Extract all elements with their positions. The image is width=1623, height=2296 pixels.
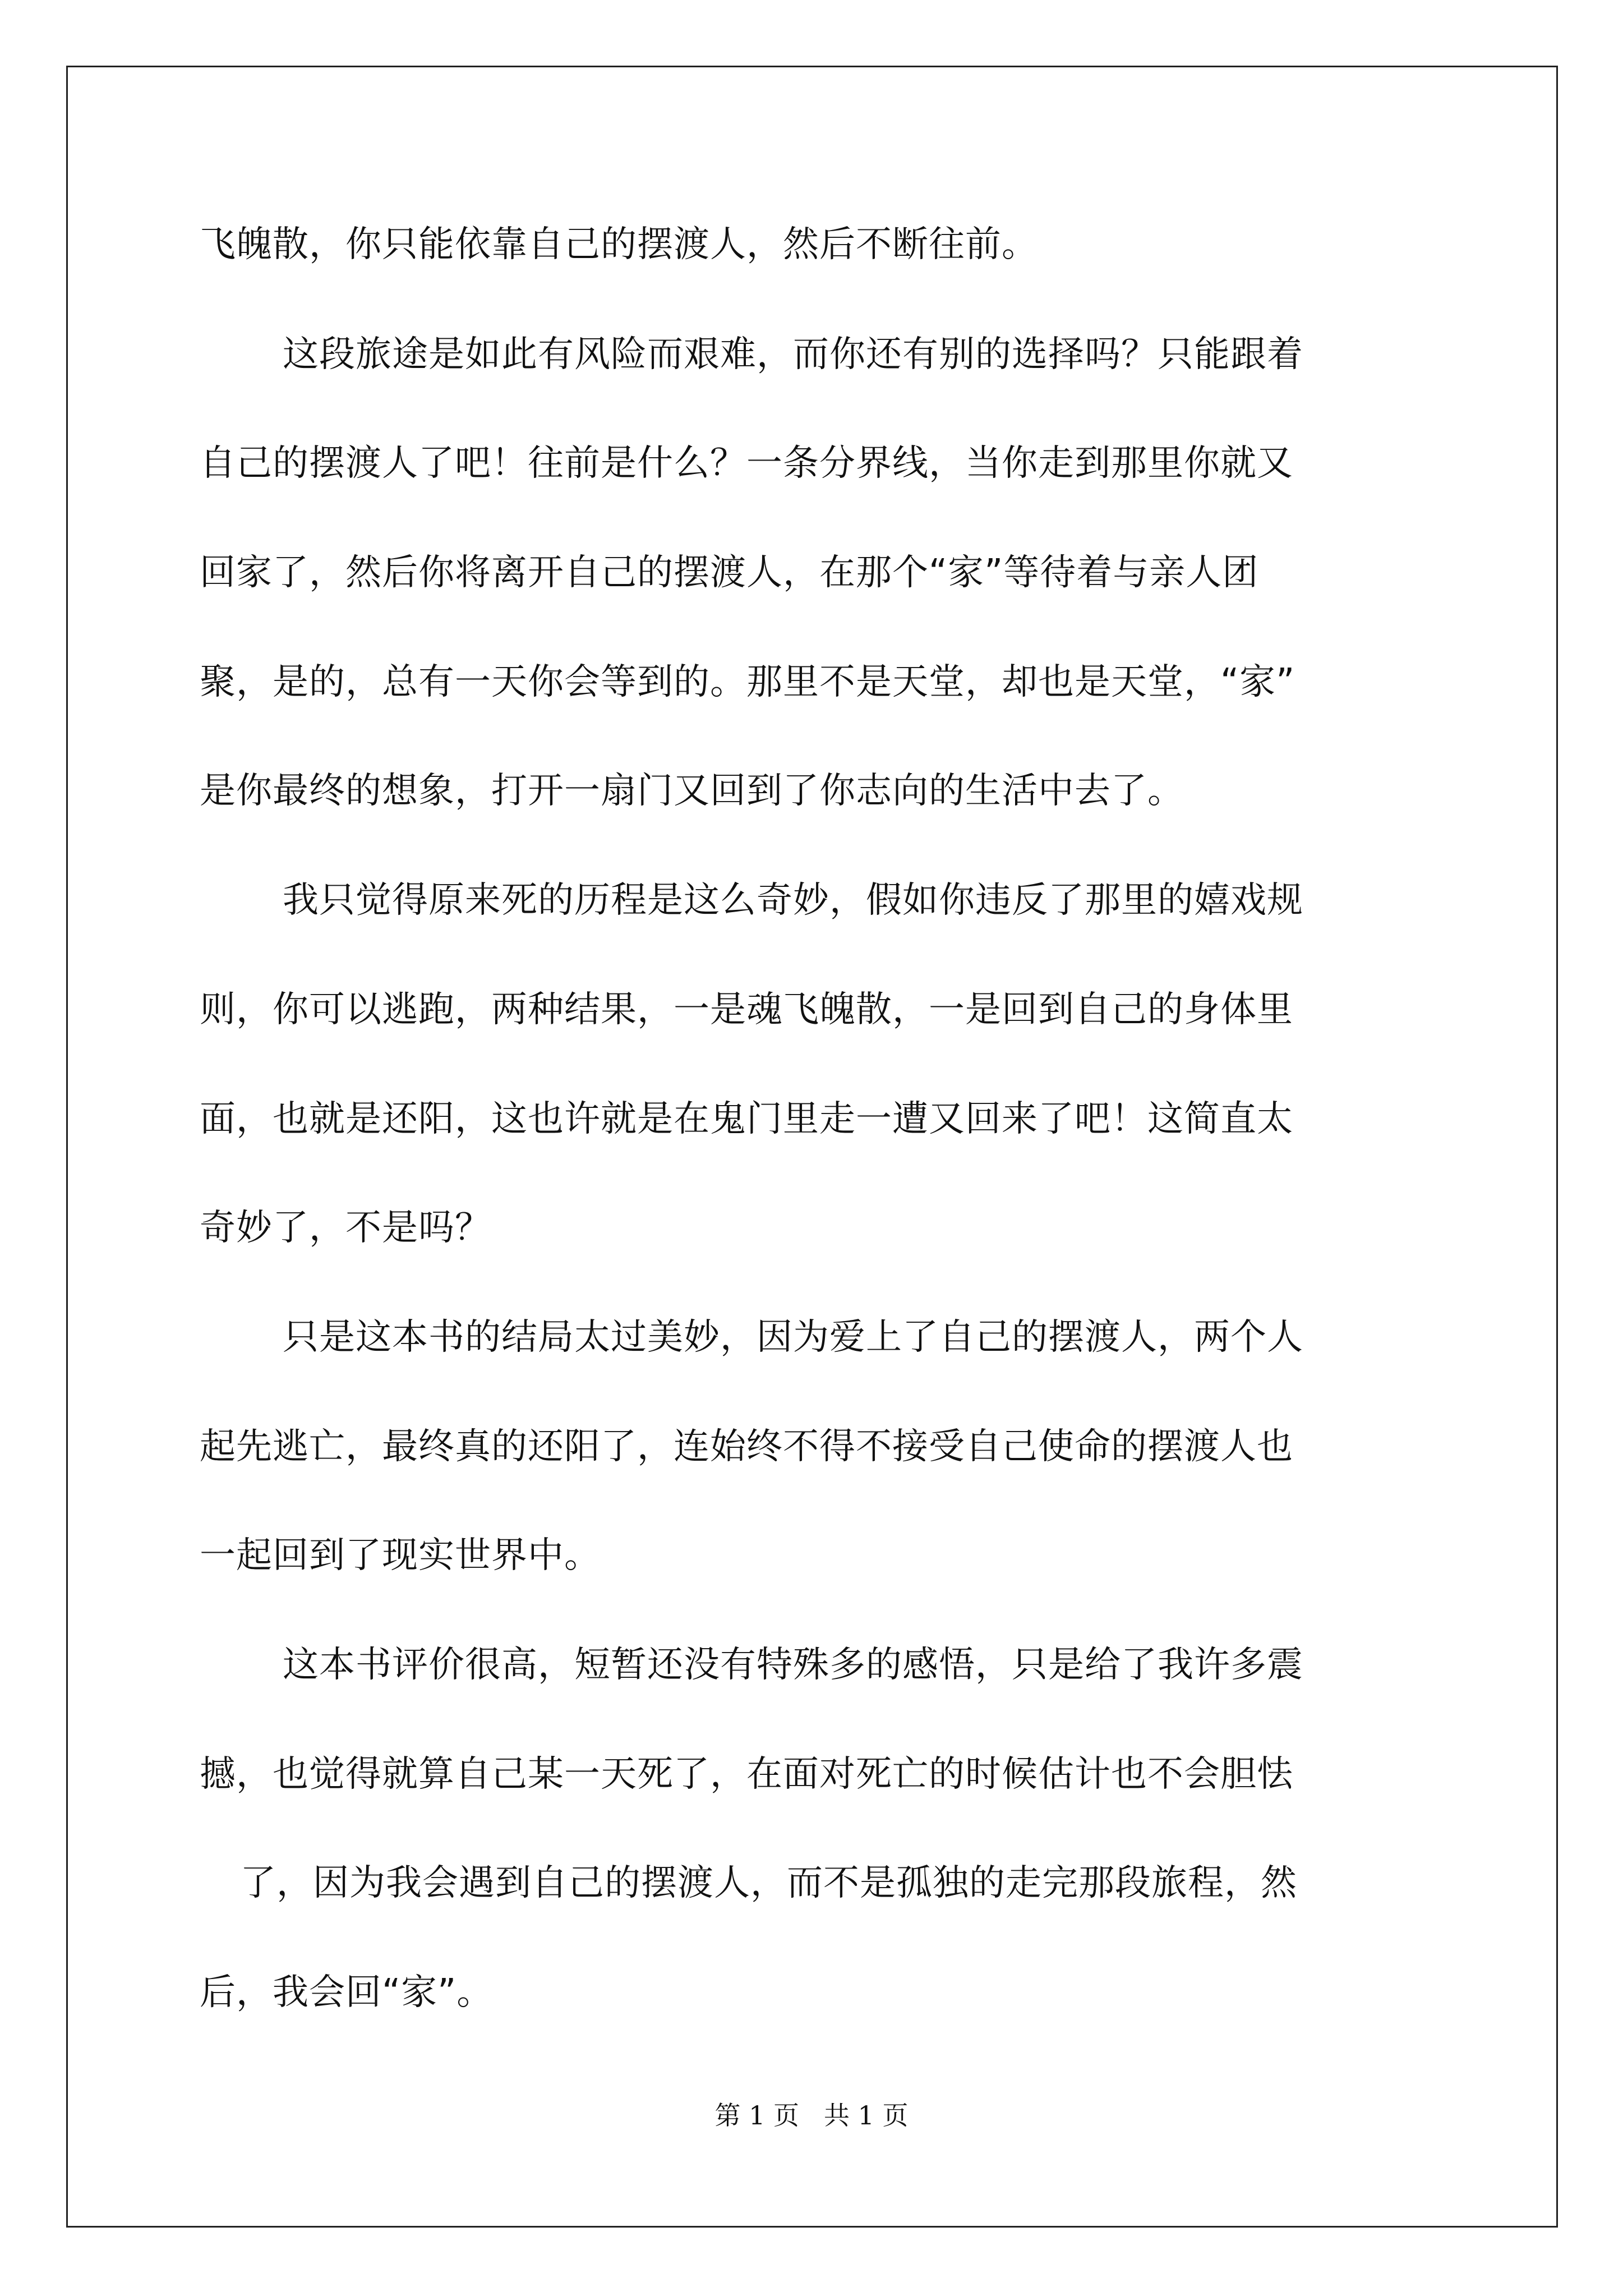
- text-line: 起先逃亡，最终真的还阳了，连始终不得不接受自己使命的摆渡人也: [200, 1426, 1293, 1467]
- text-line: 面，也就是还阳，这也许就是在鬼门里走一遭又回来了吧！这简直太: [200, 1098, 1293, 1140]
- text-line: 撼，也觉得就算自己某一天死了，在面对死亡的时候估计也不会胆怯: [200, 1754, 1293, 1795]
- page-number: 第 1 页: [714, 2100, 799, 2131]
- text-line: 了，因为我会遇到自己的摆渡人，而不是孤独的走完那段旅程，然: [240, 1862, 1297, 1904]
- text-line: 回家了，然后你将离开自己的摆渡人，在那个“家”等待着与亲人团: [200, 552, 1259, 593]
- page-footer: [0, 2100, 1623, 2131]
- text-line: 自己的摆渡人了吧！往前是什么？一条分界线，当你走到那里你就又: [200, 443, 1293, 484]
- text-line: 只是这本书的结局太过美妙，因为爱上了自己的摆渡人，两个人: [283, 1317, 1303, 1358]
- text-line: 是你最终的想象，打开一扇门又回到了你志向的生活中去了。: [200, 770, 1184, 812]
- text-line: 这本书评价很高，短暂还没有特殊多的感悟，只是给了我许多震: [283, 1644, 1303, 1686]
- text-line: 聚，是的，总有一天你会等到的。那里不是天堂，却也是天堂，“家”: [200, 661, 1295, 703]
- page-total: 共 1 页: [824, 2100, 909, 2131]
- text-line: 这段旅途是如此有风险而艰难，而你还有别的选择吗？只能跟着: [283, 334, 1303, 375]
- text-line: 后，我会回“家”。: [200, 1972, 494, 2013]
- text-line: 奇妙了，不是吗？: [200, 1207, 491, 1249]
- text-line: 飞魄散，你只能依靠自己的摆渡人，然后不断往前。: [200, 224, 1038, 265]
- text-line: 则，你可以逃跑，两种结果，一是魂飞魄散，一是回到自己的身体里: [200, 989, 1293, 1030]
- text-line: 我只觉得原来死的历程是这么奇妙，假如你违反了那里的嬉戏规: [283, 880, 1303, 921]
- text-line: 一起回到了现实世界中。: [200, 1535, 601, 1576]
